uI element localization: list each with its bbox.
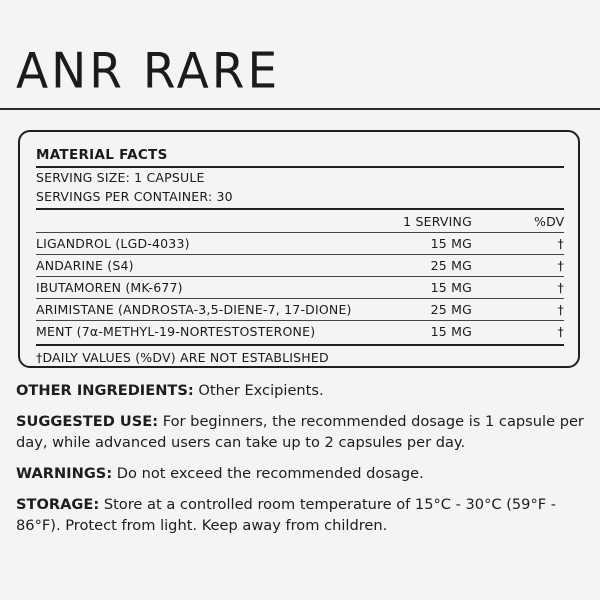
storage-label: STORAGE: — [16, 496, 100, 513]
ingredient-amount: 25 MG — [430, 302, 472, 317]
ingredient-dv: † — [557, 280, 564, 295]
dv-footnote: †DAILY VALUES (%DV) ARE NOT ESTABLISHED — [36, 350, 329, 365]
other-ingredients — [16, 380, 588, 401]
warnings-label: WARNINGS: — [16, 465, 113, 482]
storage — [16, 494, 588, 536]
ingredient-dv: † — [557, 236, 564, 251]
ingredient-name: LIGANDROL (LGD-4033) — [36, 236, 190, 251]
ingredient-dv: † — [557, 258, 564, 273]
product-title: ANR RARE — [16, 42, 281, 101]
ingredient-amount: 15 MG — [430, 280, 472, 295]
suggested-use-text: For beginners, the recommended dosage is 1 capsule per day, while advanced users can take up to 2 capsules per day. — [16, 413, 584, 451]
other-ingredients-label: OTHER INGREDIENTS: — [16, 382, 194, 399]
other-ingredients-text: Other Excipients. — [193, 382, 324, 399]
label-text-section — [16, 380, 588, 546]
servings-per-container: SERVINGS PER CONTAINER: 30 — [36, 189, 233, 204]
facts-row — [36, 321, 564, 342]
facts-row — [36, 299, 564, 320]
facts-column-header — [36, 210, 564, 232]
suggested-use-label: SUGGESTED USE: — [16, 413, 159, 430]
ingredient-amount: 15 MG — [430, 324, 472, 339]
facts-row — [36, 255, 564, 276]
facts-row — [36, 233, 564, 254]
ingredient-dv: † — [557, 324, 564, 339]
storage-text: Store at a controlled room temperature of 15°C - 30°C (59°F - 86°F). Protect from light. Keep away from children. — [16, 496, 557, 534]
suggested-use — [16, 411, 588, 453]
facts-heading: MATERIAL FACTS — [36, 147, 168, 163]
ingredient-amount: 15 MG — [430, 236, 472, 251]
ingredient-name: IBUTAMOREN (MK-677) — [36, 280, 183, 295]
ingredient-name: ARIMISTANE (ANDROSTA-3,5-DIENE-7, 17-DIONE) — [36, 302, 352, 317]
column-dv-header: %DV — [534, 213, 565, 229]
ingredient-name: ANDARINE (S4) — [36, 258, 134, 273]
column-serving-header: 1 SERVING — [403, 213, 472, 229]
material-facts-panel — [18, 130, 580, 368]
facts-row — [36, 277, 564, 298]
warnings — [16, 463, 588, 484]
serving-size: SERVING SIZE: 1 CAPSULE — [36, 170, 205, 185]
warnings-text: Do not exceed the recommended dosage. — [112, 465, 424, 482]
ingredient-amount: 25 MG — [430, 258, 472, 273]
title-divider — [0, 108, 600, 110]
ingredient-name: MENT (7α-METHYL-19-NORTESTOSTERONE) — [36, 324, 316, 339]
ingredient-dv: † — [557, 302, 564, 317]
